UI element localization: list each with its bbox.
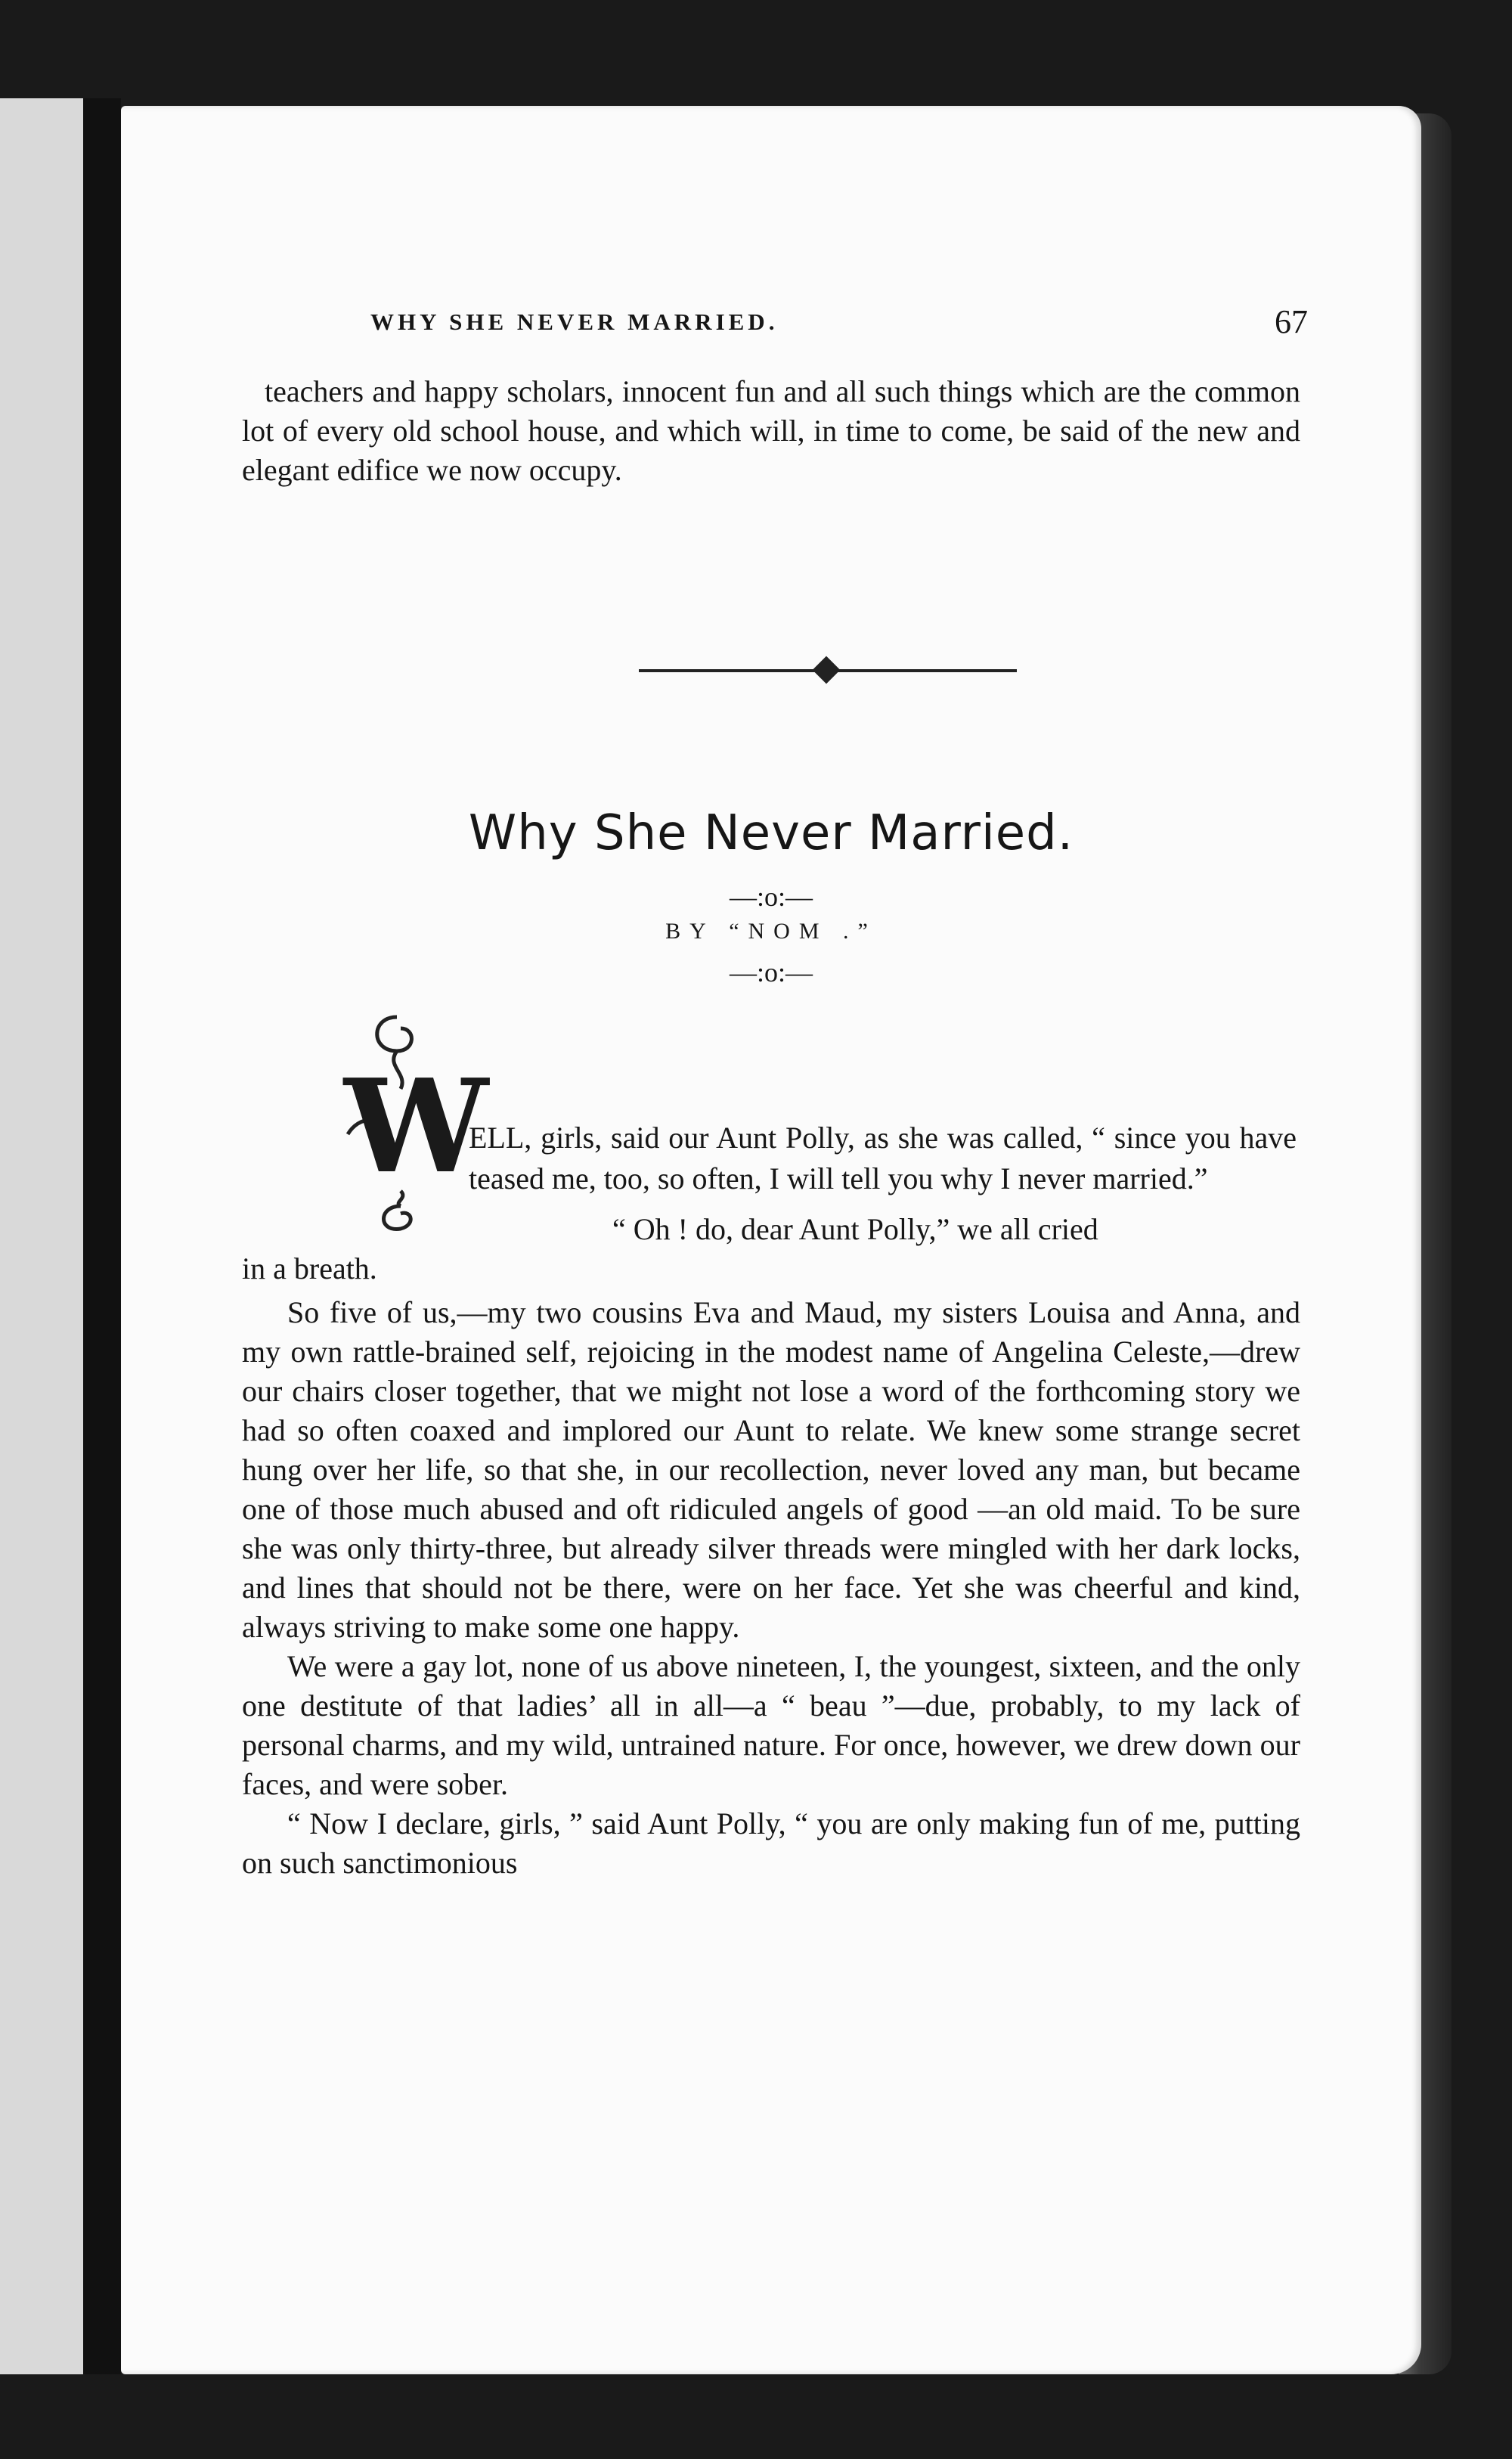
dialogue-line: “ Oh ! do, dear Aunt Polly,” we all cried (612, 1212, 1098, 1246)
title-separator: —:o:— (729, 882, 813, 912)
intro-paragraph: teachers and happy scholars, innocent fun and all such things which are the common lot of every old school house, and which will, in time to come, be said of the new and elegant edifice we now occupy. (242, 374, 1300, 487)
running-head (242, 303, 1308, 354)
book-page (121, 106, 1421, 2374)
drop-cap-letter: W (344, 1051, 488, 1202)
story-paragraph: So five of us,—my two cousins Eva and Maud, my sisters Louisa and Anna, and my own rattle-brained self, rejoicing in the modest name of Angelina Celeste,—drew our chairs closer together, that we might not lose a word of the forthcoming story we had so often coaxed and implored our Aunt to relate. We knew some strange secret hung over her life, so that she, in our recollection, never loved any man, but became one of those much abused and oft ridiculed angels of good —an old maid. To be sure she was only thirty-three, but already silver threads were mingled with her dark locks, and lines that should not be there, were on her face. Yet she was cheerful and kind, always striving to make some one happy. (242, 1295, 1300, 1644)
dialogue-block (242, 1210, 1297, 1288)
story-paragraph: “ Now I declare, girls, ” said Aunt Polly, “ you are only making fun of me, putting on such sanctimonious (242, 1806, 1300, 1880)
story-title: Why She Never Married. (468, 805, 1074, 861)
story-body (242, 1293, 1300, 1883)
book-gutter (83, 98, 121, 2374)
rule-ornament-icon (813, 656, 841, 684)
drop-cap-ornament (340, 1009, 488, 1236)
byline-separator: —:o:— (729, 957, 813, 988)
dialogue-continuation: in a breath. (242, 1251, 377, 1285)
story-paragraph: We were a gay lot, none of us above nineteen, I, the youngest, sixteen, and the only one destitute of that ladies’ all in all—a “ beau ”—due, probably, to my lack of personal charms, and my wild, untrained nature. For once, however, we drew down our faces, and were sober. (242, 1649, 1300, 1801)
page-number: 67 (1275, 303, 1308, 340)
byline: BY “NOM .” (665, 919, 877, 944)
opening-lines: ELL, girls, said our Aunt Polly, as she was called, “ since you have teased me, too, so often, I will tell you why I never married.” (469, 1121, 1297, 1195)
running-title: WHY SHE NEVER MARRIED. (370, 309, 779, 335)
